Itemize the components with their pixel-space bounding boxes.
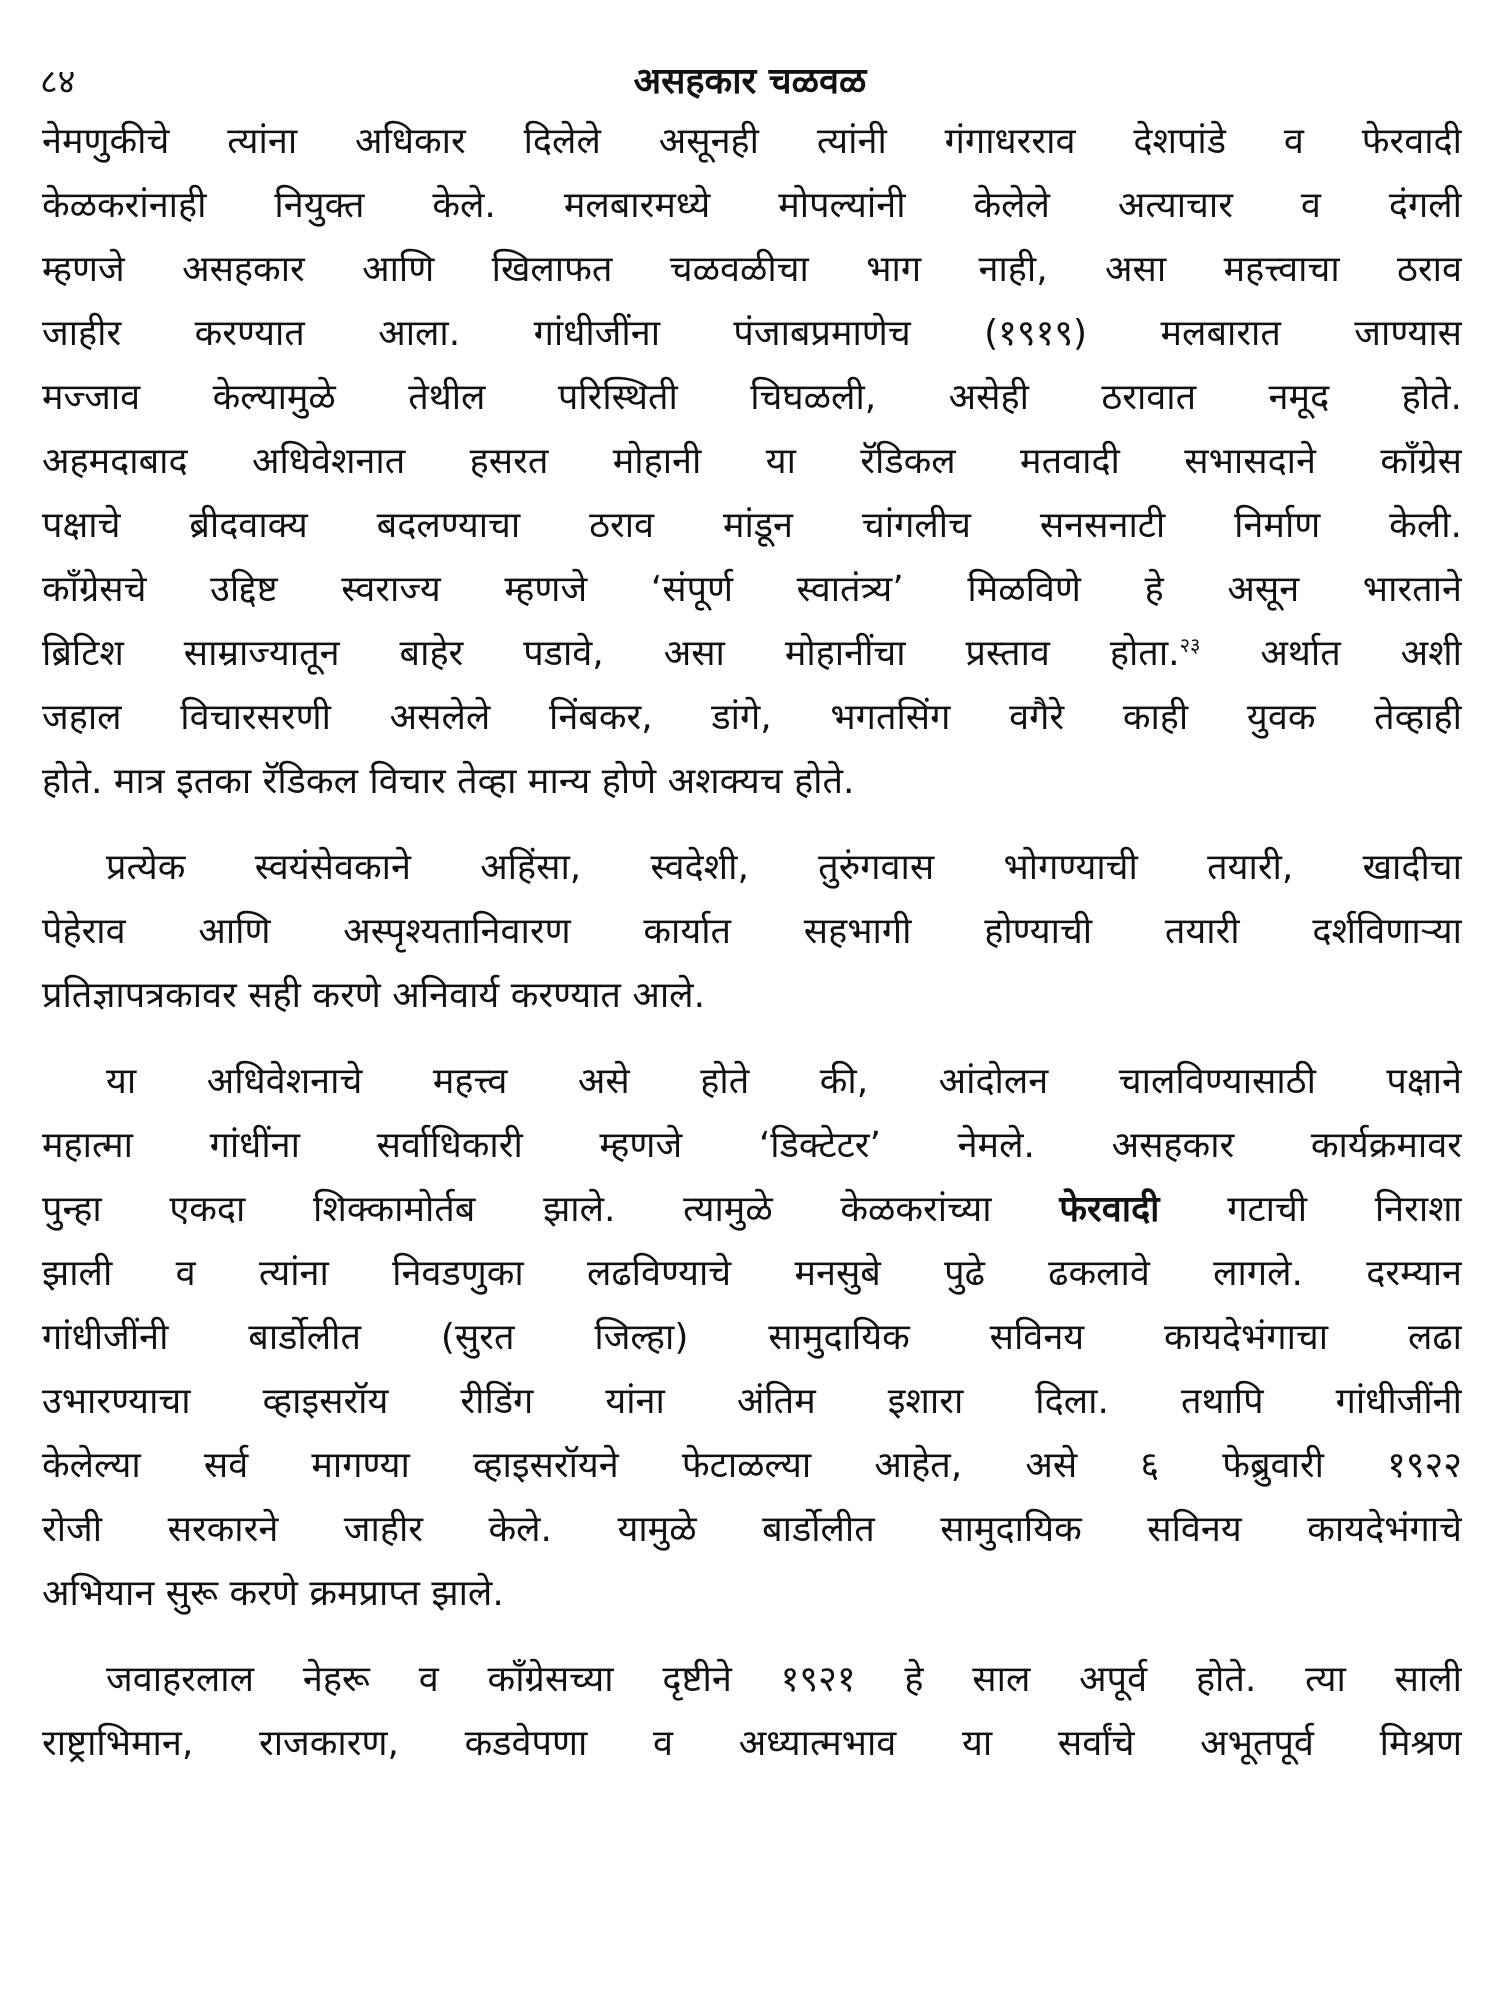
text-line: पेहेराव आणि अस्पृश्यतानिवारण कार्यात सहभागी होण्याची तयारी दर्शविणाऱ्या: [42, 911, 1462, 952]
text-line: महात्मा गांधींना सर्वाधिकारी म्हणजे ‘डिक्टेटर’ नेमले. असहकार कार्यक्रमावर: [42, 1125, 1462, 1166]
paragraph-gap: [42, 1028, 1462, 1050]
text-line: पक्षाचे ब्रीदवाक्य बदलण्याचा ठराव मांडून चांगलीच सनसनाटी निर्माण केली.: [42, 505, 1462, 546]
text-line: प्रतिज्ञापत्रकावर सही करणे अनिवार्य करण्यात आले.: [42, 975, 706, 1016]
paragraph-gap: [42, 814, 1462, 836]
text-line: रोजी सरकारने जाहीर केले. यामुळे बार्डोलीत सामुदायिक सविनय कायदेभंगाचे: [42, 1509, 1462, 1550]
page-number: ८४: [40, 62, 76, 102]
text-line: काँग्रेसचे उद्दिष्ट स्वराज्य म्हणजे ‘संपूर्ण स्वातंत्र्य’ मिळविणे हे असून भारताने: [42, 569, 1462, 610]
text-line: झाली व त्यांना निवडणुका लढविण्याचे मनसुबे पुढे ढकलावे लागले. दरम्यान: [42, 1253, 1462, 1294]
text-line: मज्जाव केल्यामुळे तेथील परिस्थिती चिघळली, असेही ठरावात नमूद होते.: [42, 377, 1462, 418]
text-segment: अर्थात अशी: [1200, 633, 1462, 674]
paragraph-3: [42, 1050, 1462, 1626]
text-line: [42, 1178, 1462, 1242]
text-line: जवाहरलाल नेहरू व काँग्रेसच्या दृष्टीने १९२१ हे साल अपूर्व होते. त्या साली: [106, 1659, 1462, 1700]
paragraph-gap: [42, 1626, 1462, 1648]
footnote-marker: २३: [1179, 633, 1201, 657]
text-line: उभारण्याचा व्हाइसरॉय रीडिंग यांना अंतिम इशारा दिला. तथापि गांधीजींनी: [42, 1381, 1462, 1422]
text-line: जहाल विचारसरणी असलेले निंबकर, डांगे, भगतसिंग वगैरे काही युवक तेव्हाही: [42, 697, 1462, 738]
running-title: असहकार चळवळ: [633, 61, 867, 102]
text-line: राष्ट्राभिमान, राजकारण, कडवेपणा व अध्यात्मभाव या सर्वांचे अभूतपूर्व मिश्रण: [42, 1723, 1462, 1764]
text-line: केळकरांनाही नियुक्त केले. मलबारमध्ये मोपल्यांनी केलेले अत्याचार व दंगली: [42, 185, 1462, 226]
text-line: जाहीर करण्यात आला. गांधीजींना पंजाबप्रमाणेच (१९१९) मलबारात जाण्यास: [42, 313, 1462, 354]
text-line: या अधिवेशनाचे महत्त्व असे होते की, आंदोलन चालविण्यासाठी पक्षाने: [106, 1061, 1462, 1102]
bold-term: फेरवादी: [1059, 1189, 1160, 1230]
paragraph-2: [42, 836, 1462, 1028]
text-segment: पुन्हा एकदा शिक्कामोर्तब झाले. त्यामुळे केळकरांच्या: [42, 1189, 1060, 1230]
body-text: [42, 110, 1462, 1776]
page-header: [40, 52, 1460, 112]
text-segment: गटाची निराशा: [1159, 1189, 1462, 1230]
text-line: नेमणुकीचे त्यांना अधिकार दिलेले असूनही त्यांनी गंगाधरराव देशपांडे व फेरवादी: [42, 121, 1462, 162]
paragraph-4: [42, 1648, 1462, 1776]
text-line: केलेल्या सर्व मागण्या व्हाइसरॉयने फेटाळल्या आहेत, असे ६ फेब्रुवारी १९२२: [42, 1445, 1462, 1486]
text-line: [42, 622, 1462, 686]
text-line: प्रत्येक स्वयंसेवकाने अहिंसा, स्वदेशी, तुरुंगवास भोगण्याची तयारी, खादीचा: [106, 847, 1462, 888]
text-line: अभियान सुरू करणे क्रमप्राप्त झाले.: [42, 1573, 504, 1614]
text-line: म्हणजे असहकार आणि खिलाफत चळवळीचा भाग नाही, असा महत्त्वाचा ठराव: [42, 249, 1462, 290]
text-line: अहमदाबाद अधिवेशनात हसरत मोहानी या रॅडिकल मतवादी सभासदाने काँग्रेस: [42, 441, 1462, 482]
paragraph-1: [42, 110, 1462, 814]
text-line: गांधीजींनी बार्डोलीत (सुरत जिल्हा) सामुदायिक सविनय कायदेभंगाचा लढा: [42, 1317, 1462, 1358]
text-segment: ब्रिटिश साम्राज्यातून बाहेर पडावे, असा मोहानींचा प्रस्ताव होता.: [42, 633, 1180, 674]
text-line: होते. मात्र इतका रॅडिकल विचार तेव्हा मान्य होणे अशक्यच होते.: [42, 761, 855, 802]
